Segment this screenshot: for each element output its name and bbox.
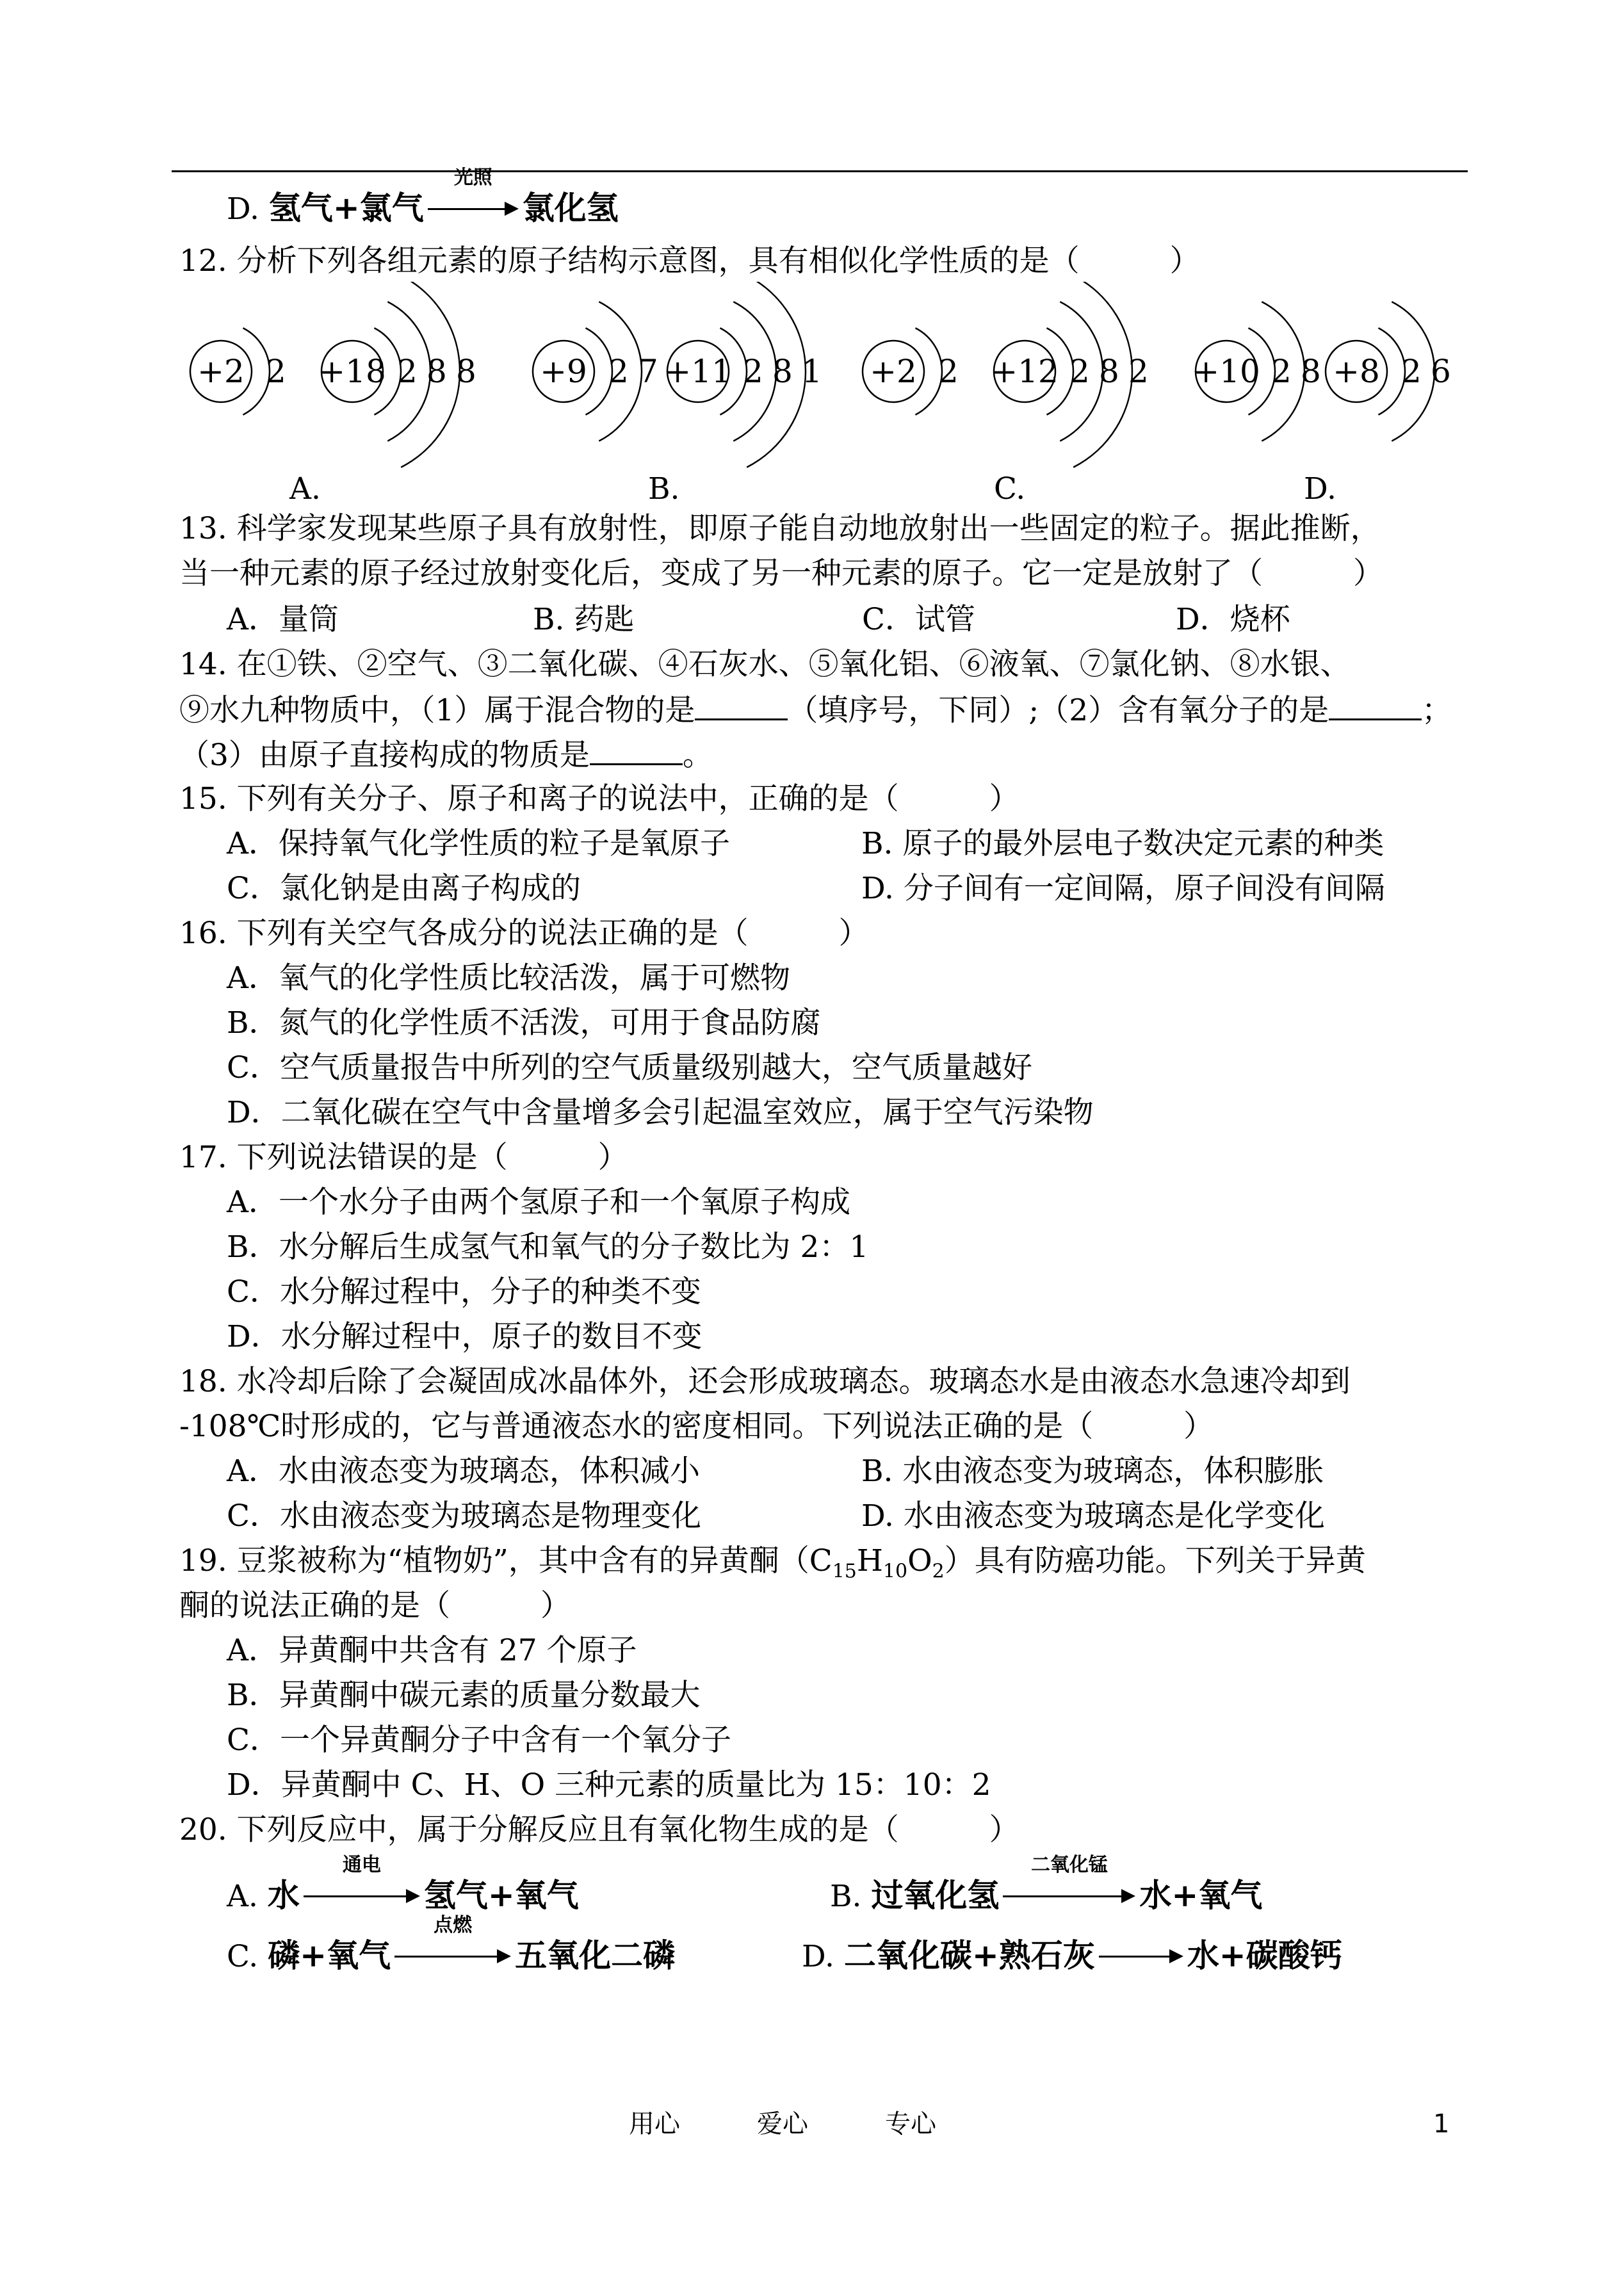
- reactant: 过氧化氢: [871, 1876, 1000, 1914]
- q15-stem: 15. 下列有关分子、原子和离子的说法中，正确的是（ ）: [179, 781, 1019, 816]
- q20-option-d: [802, 1936, 1342, 1976]
- q12-label-d: D.: [1304, 471, 1336, 507]
- footer-item-3: 专心: [885, 2109, 936, 2139]
- reaction-arrow: [304, 1854, 420, 1916]
- q19-text: 19. 豆浆被称为“植物奶”，其中含有的异黄酮（C: [179, 1543, 832, 1578]
- electron-count: 6: [1431, 353, 1451, 390]
- product: 水+氧气: [1139, 1876, 1263, 1914]
- q14-text: 。: [682, 738, 713, 773]
- atom-diagram: [318, 282, 476, 467]
- reactant: 水: [267, 1876, 300, 1914]
- atom-diagram: [664, 282, 822, 467]
- answer-blank-3[interactable]: [590, 735, 683, 765]
- subscript: 2: [932, 1560, 945, 1583]
- q14-text: ⑨水九种物质中，（1）属于混合物的是: [179, 693, 695, 728]
- electron-count: 2: [1069, 353, 1090, 390]
- q14-line1: 14. 在①铁、②空气、③二氧化碳、④石灰水、⑤氧化铝、⑥液氧、⑦氯化钠、⑧水银、: [179, 647, 1351, 682]
- q12-label-a: A.: [289, 471, 321, 507]
- q17-option-d: D．水分解过程中，原子的数目不变: [227, 1319, 702, 1354]
- q19-line2: 酮的说法正确的是（ ）: [179, 1588, 571, 1623]
- subscript: 10: [882, 1560, 908, 1583]
- electron-count: 2: [608, 353, 629, 390]
- reactant: 二氧化碳+熟石灰: [843, 1936, 1095, 1974]
- q19-option-d: D．异黄酮中 C、H、O 三种元素的质量比为 15：10：2: [227, 1767, 991, 1803]
- q19-option-b: B．异黄酮中碳元素的质量分数最大: [227, 1678, 701, 1713]
- q17-option-c: C．水分解过程中，分子的种类不变: [227, 1274, 701, 1310]
- option-label: A.: [227, 1879, 258, 1914]
- q12-label-c: C.: [994, 471, 1026, 507]
- q13-line2: 当一种元素的原子经过放射变化后，变成了另一种元素的原子。它一定是放射了（ ）: [179, 556, 1383, 591]
- option-label: B.: [830, 1879, 862, 1914]
- atom-diagram: [533, 302, 658, 441]
- q19-line1: [179, 1542, 1366, 1591]
- reaction-condition: 二氧化锰: [1030, 1854, 1108, 1876]
- q19-text: H: [856, 1543, 883, 1578]
- nucleus-charge: +2: [197, 353, 245, 390]
- q16-option-d: D．二氧化碳在空气中含量增多会引起温室效应，属于空气污染物: [227, 1095, 1094, 1130]
- q15-option-b: B. 原子的最外层电子数决定元素的种类: [861, 826, 1384, 861]
- q14-line2: [179, 690, 1452, 730]
- electron-count: 2: [938, 353, 959, 390]
- subscript: 15: [832, 1560, 857, 1583]
- q13-option-c: C．试管: [862, 602, 975, 637]
- atom-diagram: [991, 282, 1149, 467]
- q18-option-c: C．水由液态变为玻璃态是物理变化: [227, 1498, 701, 1534]
- q13-option-b: B. 药匙: [533, 602, 635, 637]
- q20-stem: 20. 下列反应中，属于分解反应且有氧化物生成的是（ ）: [179, 1812, 1019, 1847]
- q20-option-b: [830, 1854, 1263, 1916]
- reaction-arrow: [394, 1914, 511, 1976]
- q16-option-c: C．空气质量报告中所列的空气质量级别越大，空气质量越好: [227, 1050, 1032, 1085]
- atom-diagram: [190, 328, 286, 414]
- answer-blank-2[interactable]: [1329, 690, 1422, 720]
- q14-text: （填序号，下同）;（2）含有氧分子的是: [788, 693, 1329, 728]
- q13-line1: 13. 科学家发现某些原子具有放射性，即原子能自动地放射出一些固定的粒子。据此推断，: [179, 511, 1381, 546]
- reaction-arrow: [428, 166, 519, 229]
- footer-item-2: 爱心: [757, 2109, 808, 2139]
- option-label: C.: [227, 1939, 259, 1974]
- q16-option-a: A．氧气的化学性质比较活泼，属于可燃物: [227, 961, 790, 996]
- q13-option-d: D．烧杯: [1176, 602, 1290, 637]
- q17-option-b: B．水分解后生成氢气和氧气的分子数比为 2：1: [227, 1229, 869, 1265]
- electron-count: 2: [743, 353, 763, 390]
- product: 五氧化二磷: [515, 1936, 676, 1974]
- nucleus-charge: +9: [540, 353, 587, 390]
- electron-count: 2: [1401, 353, 1422, 390]
- electron-count: 2: [397, 353, 418, 390]
- footer-item-1: 用心: [629, 2109, 680, 2139]
- nucleus-charge: +18: [318, 353, 386, 390]
- q15-option-a: A．保持氧气化学性质的粒子是氧原子: [227, 826, 730, 861]
- q19-text: ）具有防癌功能。下列关于异黄: [944, 1543, 1366, 1578]
- nucleus-charge: +8: [1333, 353, 1380, 390]
- atom-diagram: [863, 328, 959, 414]
- q18-option-a: A．水由液态变为玻璃态，体积减小: [227, 1454, 700, 1489]
- q17-option-a: A．一个水分子由两个氢原子和一个氧原子构成: [227, 1185, 850, 1220]
- q19-option-c: C．一个异黄酮分子中含有一个氧分子: [227, 1723, 731, 1758]
- option-label: D.: [802, 1939, 834, 1974]
- electron-count: 1: [802, 353, 822, 390]
- product: 氢气+氧气: [423, 1876, 579, 1914]
- product: 水+碳酸钙: [1187, 1936, 1342, 1974]
- reactant: 磷+氧气: [268, 1936, 391, 1974]
- atom-diagram: [1326, 302, 1451, 441]
- q15-option-d: D. 分子间有一定间隔，原子间没有间隔: [861, 871, 1385, 906]
- q16-option-b: B．氮气的化学性质不活泼，可用于食品防腐: [227, 1005, 821, 1041]
- electron-count: 2: [266, 353, 286, 390]
- answer-blank-1[interactable]: [695, 690, 788, 720]
- q15-option-c: C．氯化钠是由离子构成的: [227, 871, 581, 906]
- q16-stem: 16. 下列有关空气各成分的说法正确的是（ ）: [179, 916, 869, 951]
- nucleus-charge: +11: [664, 353, 732, 390]
- q13-option-a: A．量筒: [227, 602, 339, 637]
- electron-count: 2: [1271, 353, 1292, 390]
- reactant: 氢气+氯气: [268, 189, 424, 227]
- electron-count: 8: [1099, 353, 1119, 390]
- q14-text: ；: [1422, 693, 1452, 728]
- nucleus-charge: +10: [1192, 353, 1260, 390]
- electron-count: 2: [1128, 353, 1149, 390]
- electron-count: 8: [456, 353, 476, 390]
- nucleus-charge: +12: [991, 353, 1059, 390]
- q19-text: O: [907, 1543, 932, 1578]
- atom-diagram: [1192, 302, 1321, 441]
- q18-option-b: B. 水由液态变为玻璃态，体积膨胀: [861, 1454, 1324, 1489]
- q11-option-d: [227, 166, 619, 229]
- option-label: D.: [227, 191, 259, 227]
- reaction-arrow: [1099, 1938, 1183, 1976]
- q12-stem: 12. 分析下列各组元素的原子结构示意图，具有相似化学性质的是（ ）: [179, 243, 1200, 279]
- electron-count: 8: [1301, 353, 1321, 390]
- q17-stem: 17. 下列说法错误的是（ ）: [179, 1140, 628, 1175]
- page-number: 1: [1433, 2109, 1450, 2139]
- electron-count: 8: [772, 353, 793, 390]
- q18-line1: 18. 水冷却后除了会凝固成冰晶体外，还会形成玻璃态。玻璃态水是由液态水急速冷却到: [179, 1364, 1351, 1399]
- electron-count: 8: [426, 353, 447, 390]
- q20-option-a: [227, 1854, 579, 1916]
- q14-text: （3）由原子直接构成的物质是: [179, 738, 590, 773]
- product: 氯化氢: [522, 189, 619, 227]
- reaction-condition: 点燃: [434, 1914, 473, 1936]
- reaction-condition: 光照: [453, 166, 492, 189]
- q12-label-b: B.: [648, 471, 680, 507]
- atom-structure-diagrams: [0, 282, 1624, 512]
- q19-option-a: A．异黄酮中共含有 27 个原子: [227, 1633, 637, 1668]
- header-rule: [172, 170, 1468, 172]
- q18-option-d: D. 水由液态变为玻璃态是化学变化: [861, 1498, 1325, 1534]
- reaction-condition: 通电: [342, 1854, 381, 1876]
- reaction-arrow: [1003, 1854, 1135, 1916]
- electron-count: 7: [638, 353, 658, 390]
- q18-line2: -108℃时形成的，它与普通液态水的密度相同。下列说法正确的是（ ）: [179, 1409, 1214, 1444]
- q20-option-c: [227, 1914, 676, 1976]
- q14-line3: [179, 735, 713, 775]
- nucleus-charge: +2: [870, 353, 917, 390]
